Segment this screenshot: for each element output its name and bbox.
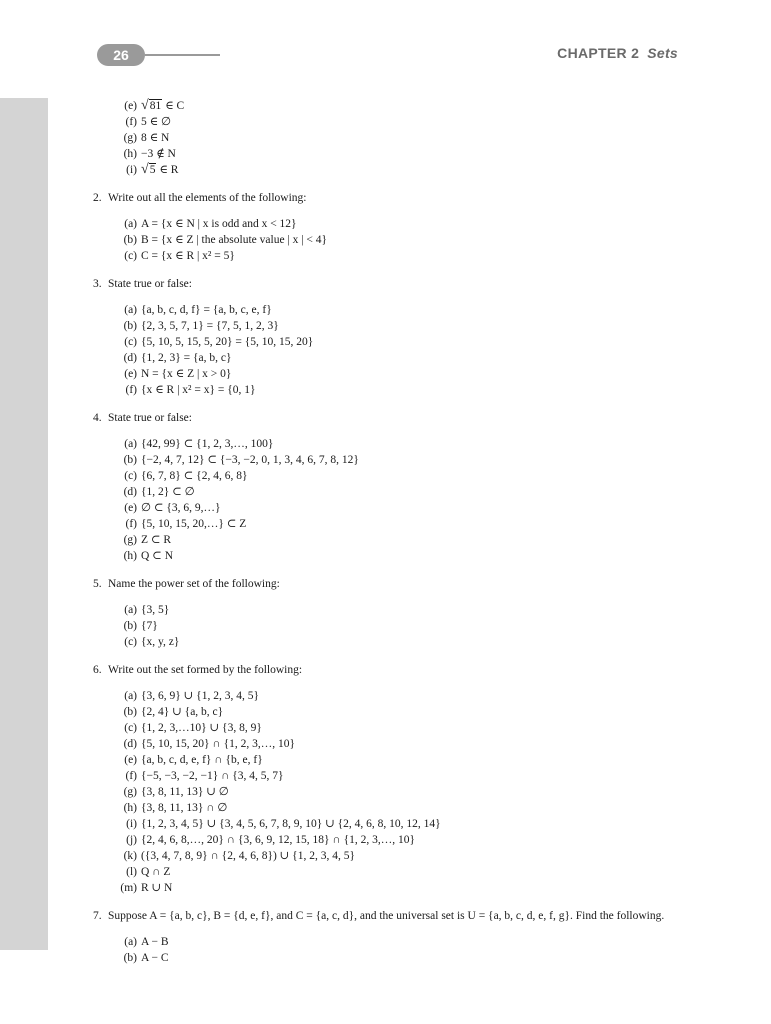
item-text: {1, 2} ⊂ ∅ <box>141 486 195 498</box>
item-text: A − C <box>141 952 169 964</box>
question-text: Write out the set formed by the following: <box>108 664 303 676</box>
item-text: A = {x ∈ N | x is odd and x < 12} <box>141 218 297 230</box>
spacer <box>93 264 683 276</box>
exercise-item <box>93 98 683 114</box>
item-text: ∈ R <box>156 164 179 176</box>
exercise-item <box>93 318 683 334</box>
item-label: (c) <box>124 470 137 482</box>
spacer <box>93 592 683 602</box>
question-text: State true or false: <box>108 278 192 290</box>
spacer <box>93 924 683 934</box>
item-label: (k) <box>123 850 137 862</box>
chapter-label: CHAPTER 2 <box>557 45 640 61</box>
item-label: (b) <box>123 234 137 246</box>
exercise-item <box>93 704 683 720</box>
radical-expression <box>141 98 162 114</box>
running-header <box>557 45 678 61</box>
question-prompt <box>93 908 683 924</box>
spacer <box>93 896 683 908</box>
item-text: Q ∩ Z <box>141 866 171 878</box>
exercise-item <box>93 366 683 382</box>
item-label: (b) <box>123 454 137 466</box>
spacer <box>93 206 683 216</box>
item-text: {6, 7, 8} ⊂ {2, 4, 6, 8} <box>141 470 248 482</box>
item-text: {3, 6, 9} ∪ {1, 2, 3, 4, 5} <box>141 690 259 702</box>
item-label: (a) <box>124 218 137 230</box>
exercise-item <box>93 548 683 564</box>
question-text: State true or false: <box>108 412 192 424</box>
exercise-item <box>93 736 683 752</box>
item-label: (m) <box>120 882 137 894</box>
item-text: {2, 4} ∪ {a, b, c} <box>141 706 224 718</box>
item-label: (c) <box>124 722 137 734</box>
exercise-item <box>93 880 683 896</box>
item-text: {2, 3, 5, 7, 1} = {7, 5, 1, 2, 3} <box>141 320 279 332</box>
item-label: (d) <box>123 738 137 750</box>
item-text: {a, b, c, d, e, f} ∩ {b, e, f} <box>141 754 263 766</box>
spacer <box>93 398 683 410</box>
exercise-item <box>93 768 683 784</box>
item-text: ∈ C <box>162 100 185 112</box>
exercise-item <box>93 864 683 880</box>
item-text: Z ⊂ R <box>141 534 172 546</box>
item-text: {1, 2, 3, 4, 5} ∪ {3, 4, 5, 6, 7, 8, 9, 10} ∪ {2, 4, 6, 8, 10, 12, 14} <box>141 818 441 830</box>
item-label: (h) <box>123 802 137 814</box>
item-label: (f) <box>125 770 137 782</box>
item-label: (e) <box>124 502 137 514</box>
item-label: (i) <box>126 818 137 830</box>
question-number: 5. <box>93 578 102 590</box>
item-label: (b) <box>123 952 137 964</box>
item-label: (l) <box>126 866 137 878</box>
item-text: {1, 2, 3,…10} ∪ {3, 8, 9} <box>141 722 262 734</box>
exercise-item <box>93 350 683 366</box>
item-label: (f) <box>125 116 137 128</box>
item-label: (e) <box>124 100 137 112</box>
item-label: (d) <box>123 486 137 498</box>
item-label: (c) <box>124 336 137 348</box>
item-text: 8 ∈ N <box>141 132 170 144</box>
item-text: ({3, 4, 7, 8, 9} ∩ {2, 4, 6, 8}) ∪ {1, 2, 3, 4, 5} <box>141 850 355 862</box>
exercise-item <box>93 436 683 452</box>
radical-sign: √ <box>141 98 149 113</box>
exercise-item <box>93 784 683 800</box>
question-text: Suppose A = {a, b, c}, B = {d, e, f}, and C = {a, c, d}, and the universal set is U = {a, b, c, d, e, f, g}. Find the following. <box>108 910 665 922</box>
item-label: (a) <box>124 604 137 616</box>
item-label: (f) <box>125 518 137 530</box>
radical-sign: √ <box>141 162 149 177</box>
question-prompt <box>93 276 683 292</box>
item-text: {3, 8, 11, 13} ∪ ∅ <box>141 786 229 798</box>
item-label: (j) <box>126 834 137 846</box>
item-text: {a, b, c, d, f} = {a, b, c, e, f} <box>141 304 272 316</box>
item-text: 5 ∈ ∅ <box>141 116 172 128</box>
item-label: (e) <box>124 368 137 380</box>
question-prompt <box>93 190 683 206</box>
question-text: Name the power set of the following: <box>108 578 280 590</box>
item-text: −3 ∉ N <box>141 148 176 160</box>
exercise-item <box>93 302 683 318</box>
exercise-item <box>93 452 683 468</box>
item-text: {−5, −3, −2, −1} ∩ {3, 4, 5, 7} <box>141 770 284 782</box>
item-text: {42, 99} ⊂ {1, 2, 3,…, 100} <box>141 438 274 450</box>
question-prompt <box>93 662 683 678</box>
question-prompt <box>93 410 683 426</box>
item-text: B = {x ∈ Z | the absolute value | x | < 4} <box>141 234 328 246</box>
item-text: {3, 8, 11, 13} ∩ ∅ <box>141 802 228 814</box>
item-label: (d) <box>123 352 137 364</box>
spacer <box>93 678 683 688</box>
exercise-item <box>93 500 683 516</box>
item-text: C = {x ∈ R | x² = 5} <box>141 250 235 262</box>
radicand: 5 <box>149 164 156 176</box>
question-number: 6. <box>93 664 102 676</box>
item-text: {5, 10, 15, 20} ∩ {1, 2, 3,…, 10} <box>141 738 296 750</box>
item-text: {1, 2, 3} = {a, b, c} <box>141 352 232 364</box>
item-text: ∅ ⊂ {3, 6, 9,…} <box>141 502 221 514</box>
item-label: (i) <box>126 164 137 176</box>
item-text: A − B <box>141 936 169 948</box>
item-label: (a) <box>124 304 137 316</box>
exercise-item <box>93 934 683 950</box>
item-label: (h) <box>123 148 137 160</box>
item-label: (a) <box>124 438 137 450</box>
exercise-item <box>93 468 683 484</box>
item-text: {2, 4, 6, 8,…, 20} ∩ {3, 6, 9, 12, 15, 18} ∩ {1, 2, 3,…, 10} <box>141 834 415 846</box>
exercise-item <box>93 130 683 146</box>
exercise-item <box>93 688 683 704</box>
exercise-item <box>93 382 683 398</box>
item-text: R ∪ N <box>141 882 173 894</box>
exercise-item <box>93 162 683 178</box>
radical-expression <box>141 162 156 178</box>
question-number: 2. <box>93 192 102 204</box>
item-label: (b) <box>123 706 137 718</box>
exercise-item <box>93 618 683 634</box>
question-prompt <box>93 576 683 592</box>
exercise-item <box>93 532 683 548</box>
exercise-item <box>93 334 683 350</box>
item-label: (b) <box>123 320 137 332</box>
spacer <box>93 292 683 302</box>
item-label: (h) <box>123 550 137 562</box>
question-text: Write out all the elements of the following: <box>108 192 307 204</box>
item-label: (g) <box>123 534 137 546</box>
spacer <box>93 178 683 190</box>
question-number: 4. <box>93 412 102 424</box>
item-label: (a) <box>124 690 137 702</box>
exercise-item <box>93 146 683 162</box>
item-text: {5, 10, 5, 15, 5, 20} = {5, 10, 15, 20} <box>141 336 314 348</box>
page-number: 26 <box>97 44 145 66</box>
exercise-item <box>93 232 683 248</box>
exercise-item <box>93 248 683 264</box>
exercise-item <box>93 720 683 736</box>
exercise-item <box>93 950 683 966</box>
item-label: (b) <box>123 620 137 632</box>
item-text: {x ∈ R | x² = x} = {0, 1} <box>141 384 256 396</box>
side-band <box>0 98 48 950</box>
exercise-item <box>93 484 683 500</box>
spacer <box>93 564 683 576</box>
exercise-content <box>93 98 683 966</box>
item-text: {x, y, z} <box>141 636 180 648</box>
exercise-item <box>93 114 683 130</box>
item-text: {5, 10, 15, 20,…} ⊂ Z <box>141 518 247 530</box>
exercise-item <box>93 602 683 618</box>
exercise-item <box>93 800 683 816</box>
exercise-item <box>93 832 683 848</box>
item-label: (g) <box>123 786 137 798</box>
question-number: 7. <box>93 910 102 922</box>
exercise-item <box>93 848 683 864</box>
exercise-item <box>93 216 683 232</box>
exercise-item <box>93 634 683 650</box>
item-label: (e) <box>124 754 137 766</box>
spacer <box>93 426 683 436</box>
item-text: {3, 5} <box>141 604 170 616</box>
item-text: N = {x ∈ Z | x > 0} <box>141 368 232 380</box>
item-text: {7} <box>141 620 158 632</box>
exercise-item <box>93 816 683 832</box>
spacer <box>93 650 683 662</box>
exercise-item <box>93 516 683 532</box>
item-text: Q ⊂ N <box>141 550 173 562</box>
chapter-subject: Sets <box>647 45 678 61</box>
item-label: (a) <box>124 936 137 948</box>
question-number: 3. <box>93 278 102 290</box>
item-label: (c) <box>124 250 137 262</box>
radicand: 81 <box>149 100 162 112</box>
item-label: (g) <box>123 132 137 144</box>
item-label: (f) <box>125 384 137 396</box>
item-label: (c) <box>124 636 137 648</box>
item-text: {−2, 4, 7, 12} ⊂ {−3, −2, 0, 1, 3, 4, 6, 7, 8, 12} <box>141 454 359 466</box>
exercise-item <box>93 752 683 768</box>
header-rule <box>145 54 220 56</box>
